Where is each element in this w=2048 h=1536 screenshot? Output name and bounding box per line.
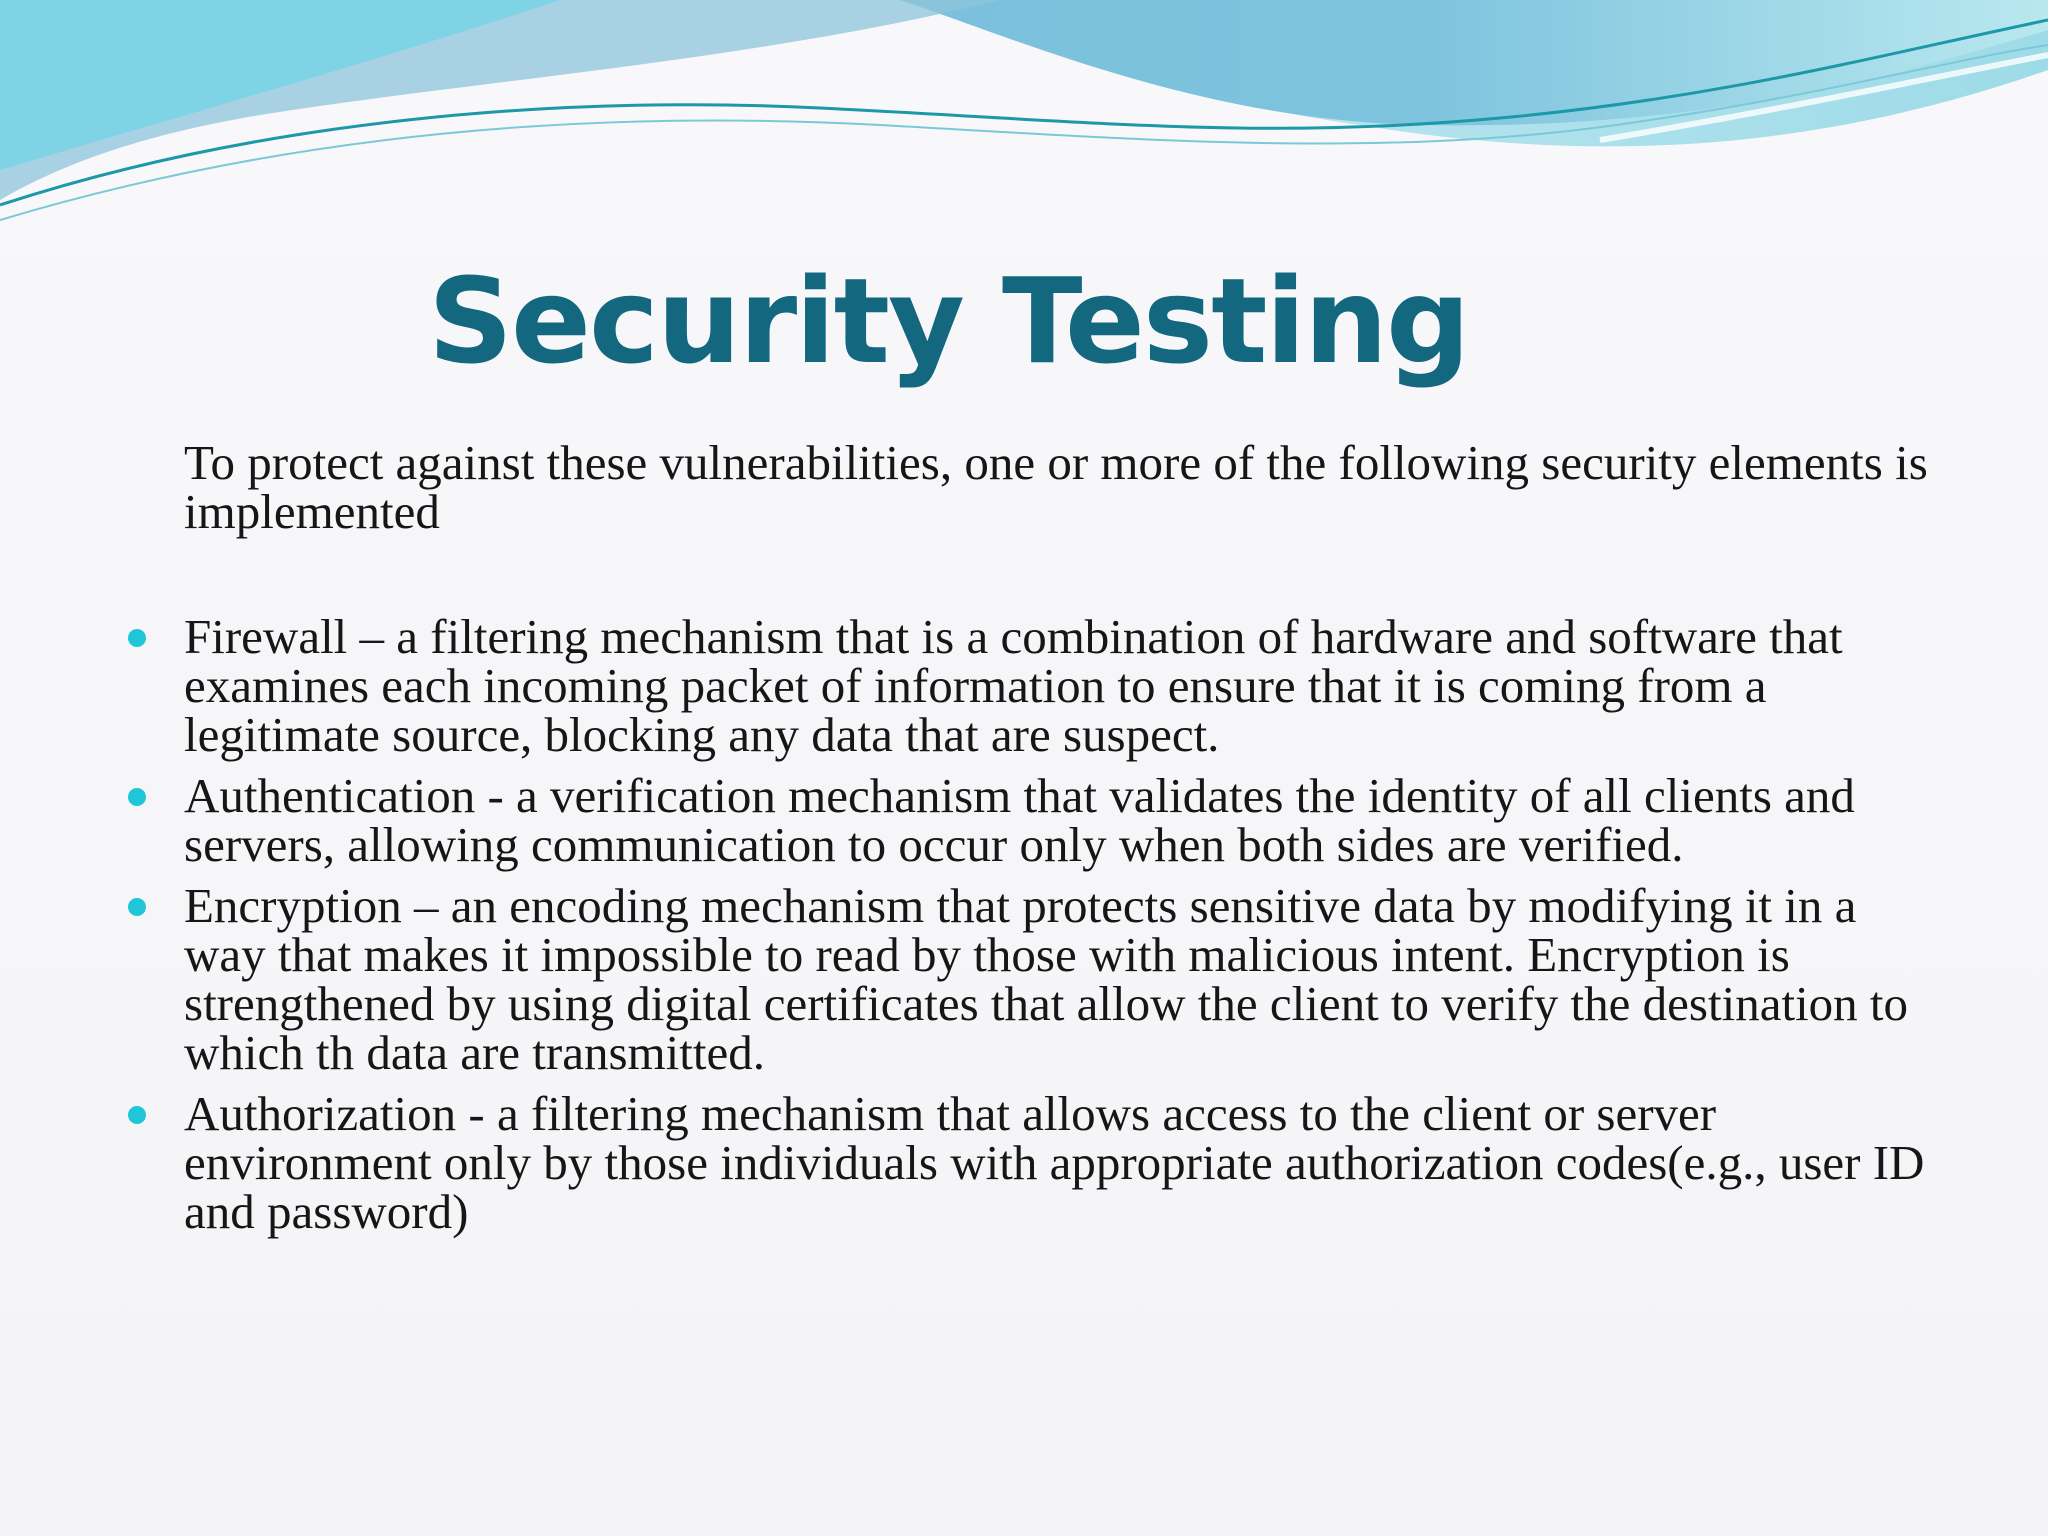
bullet-firewall xyxy=(184,609,1944,762)
intro-paragraph: To protect against these vulnerabilities, one or more of the following security elements is implemented xyxy=(184,435,1928,539)
bullet-dot-icon xyxy=(128,898,146,916)
bullet-text: Authorization - a filtering mechanism that allows access to the client or server environment only by those individuals with appropriate authorization codes(e.g., user ID and password) xyxy=(184,1086,1925,1239)
bullet-text: Authentication - a verification mechanism that validates the identity of all clients and servers, allowing communication to occur only when both sides are verified. xyxy=(184,768,1855,872)
bullet-dot-icon xyxy=(128,788,146,806)
bullet-authorization xyxy=(184,1086,1944,1239)
bullet-text: Firewall – a filtering mechanism that is a combination of hardware and software that examines each incoming packet of information to ensure that it is coming from a legitimate source, blocking any data that are suspect. xyxy=(184,609,1843,762)
bullet-authentication xyxy=(184,768,1944,872)
header-wave-decoration xyxy=(0,0,2048,240)
bullet-dot-icon xyxy=(128,629,146,647)
bullet-encryption xyxy=(184,878,1944,1080)
slide-title: Security Testing xyxy=(428,252,1469,390)
bullet-list xyxy=(184,609,1944,1248)
bullet-dot-icon xyxy=(128,1106,146,1124)
bullet-text: Encryption – an encoding mechanism that protects sensitive data by modifying it in a way that makes it impossible to read by those with malicious intent. Encryption is strengthened by using digital certificates that allow the client to verify the destination to which th data are transmitted. xyxy=(184,878,1909,1080)
